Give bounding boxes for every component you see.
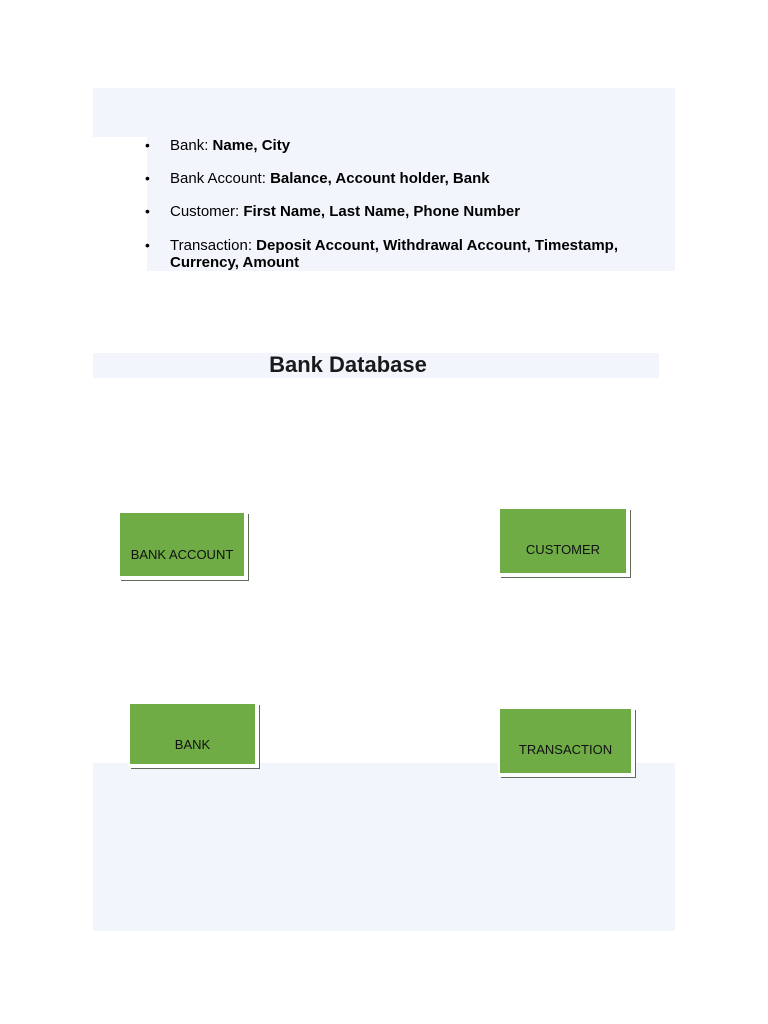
entity-box-bank-account (118, 511, 246, 578)
entity-box-label: BANK ACCOUNT (130, 547, 234, 562)
entity-box-label: TRANSACTION (518, 742, 613, 757)
entity-name: Transaction: (170, 237, 252, 254)
top-shaded-strip (93, 88, 675, 137)
list-item (145, 237, 645, 271)
entity-box-transaction (498, 707, 633, 775)
list-item (145, 170, 645, 187)
entity-fields: Deposit Account, Withdrawal Account, Timestamp, Currency, Amount (170, 237, 619, 271)
entity-name: Bank: (170, 137, 209, 154)
entity-fields: Name, City (212, 137, 291, 154)
list-item-text (170, 137, 645, 154)
page-title: Bank Database (269, 352, 427, 377)
entity-box-label: CUSTOMER (525, 542, 601, 557)
bullet-icon: • (145, 170, 150, 186)
bullet-icon: • (145, 137, 150, 153)
bullet-icon: • (145, 237, 150, 253)
entity-fields: First Name, Last Name, Phone Number (243, 203, 521, 220)
list-item (145, 203, 645, 220)
bullet-icon: • (145, 203, 150, 219)
entity-name: Customer: (170, 203, 240, 220)
bottom-shaded-area (93, 763, 675, 931)
entity-name: Bank Account: (170, 170, 266, 187)
entity-box-customer (498, 507, 628, 575)
list-item (145, 137, 645, 154)
entity-box-bank (128, 702, 257, 766)
list-item-text (170, 203, 645, 220)
list-item-text (170, 237, 645, 271)
entity-box-label: BANK (174, 737, 211, 752)
list-item-text (170, 170, 645, 187)
entity-fields: Balance, Account holder, Bank (270, 170, 490, 187)
